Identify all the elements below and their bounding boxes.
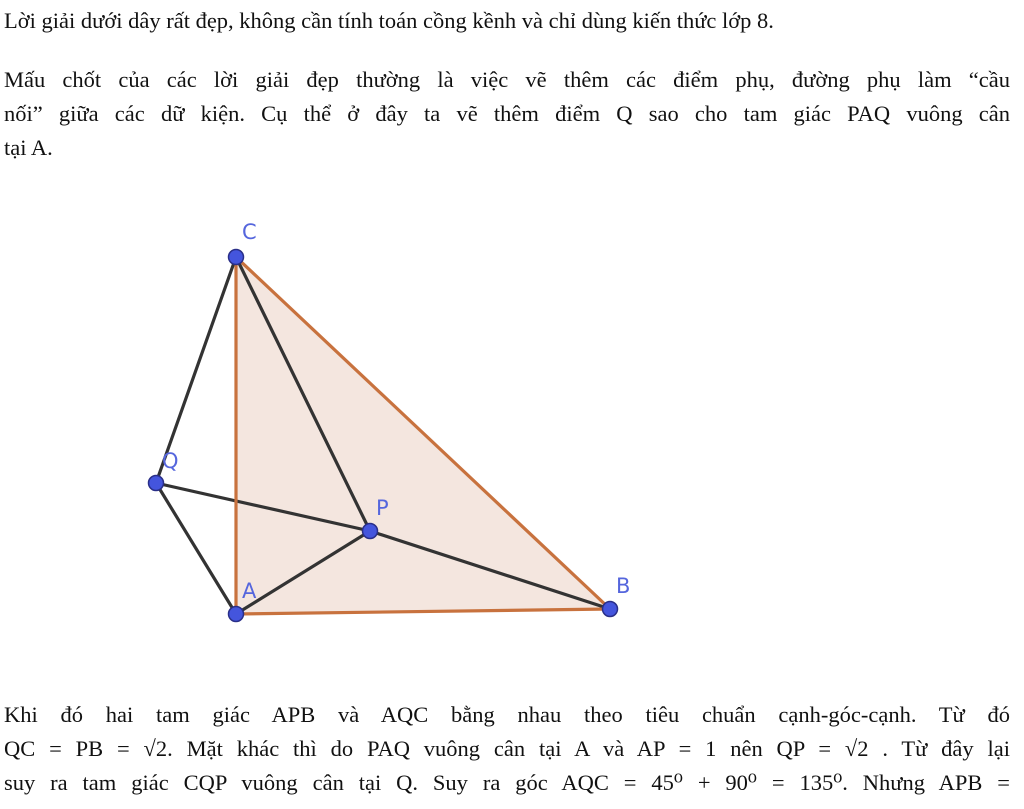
conclusion-line-2: QC = PB = √2. Mặt khác thì do PAQ vuông cân tại A và AP = 1 nên QP = √2 . Từ đây lại xyxy=(4,736,1010,761)
key-idea-line-2: nối” giữa các dữ kiện. Cụ thể ở đây ta vẽ thêm điểm Q sao cho tam giác PAQ vuông cân xyxy=(4,101,1010,126)
label-b: B xyxy=(616,574,631,598)
point-p xyxy=(363,524,378,539)
conclusion-line-3: suy ra tam giác CQP vuông cân tại Q. Suy ra góc AQC = 45⁰ + 90⁰ = 135⁰. Nhưng APB = xyxy=(4,770,1010,795)
label-q: Q xyxy=(162,449,179,473)
conclusion-paragraph xyxy=(4,698,1010,800)
segment-qa xyxy=(156,483,236,614)
label-p: P xyxy=(376,496,389,520)
conclusion-line-1: Khi đó hai tam giác APB và AQC bằng nhau theo tiêu chuẩn cạnh-góc-cạnh. Từ đó xyxy=(4,702,1010,727)
intro-paragraph xyxy=(4,4,1010,38)
point-q xyxy=(149,476,164,491)
point-a xyxy=(229,607,244,622)
label-c: C xyxy=(242,220,257,244)
intro-line: Lời giải dưới dây rất đẹp, không cần tính toán cồng kềnh và chỉ dùng kiến thức lớp 8. xyxy=(4,8,774,33)
geometry-figure xyxy=(0,200,700,640)
key-idea-line-1: Mấu chốt của các lời giải đẹp thường là việc vẽ thêm các điểm phụ, đường phụ làm “cầu xyxy=(4,67,1010,92)
key-idea-paragraph xyxy=(4,63,1010,165)
label-a: A xyxy=(242,579,257,603)
key-idea-line-3: tại A. xyxy=(4,135,53,160)
point-c xyxy=(229,250,244,265)
point-b xyxy=(603,602,618,617)
